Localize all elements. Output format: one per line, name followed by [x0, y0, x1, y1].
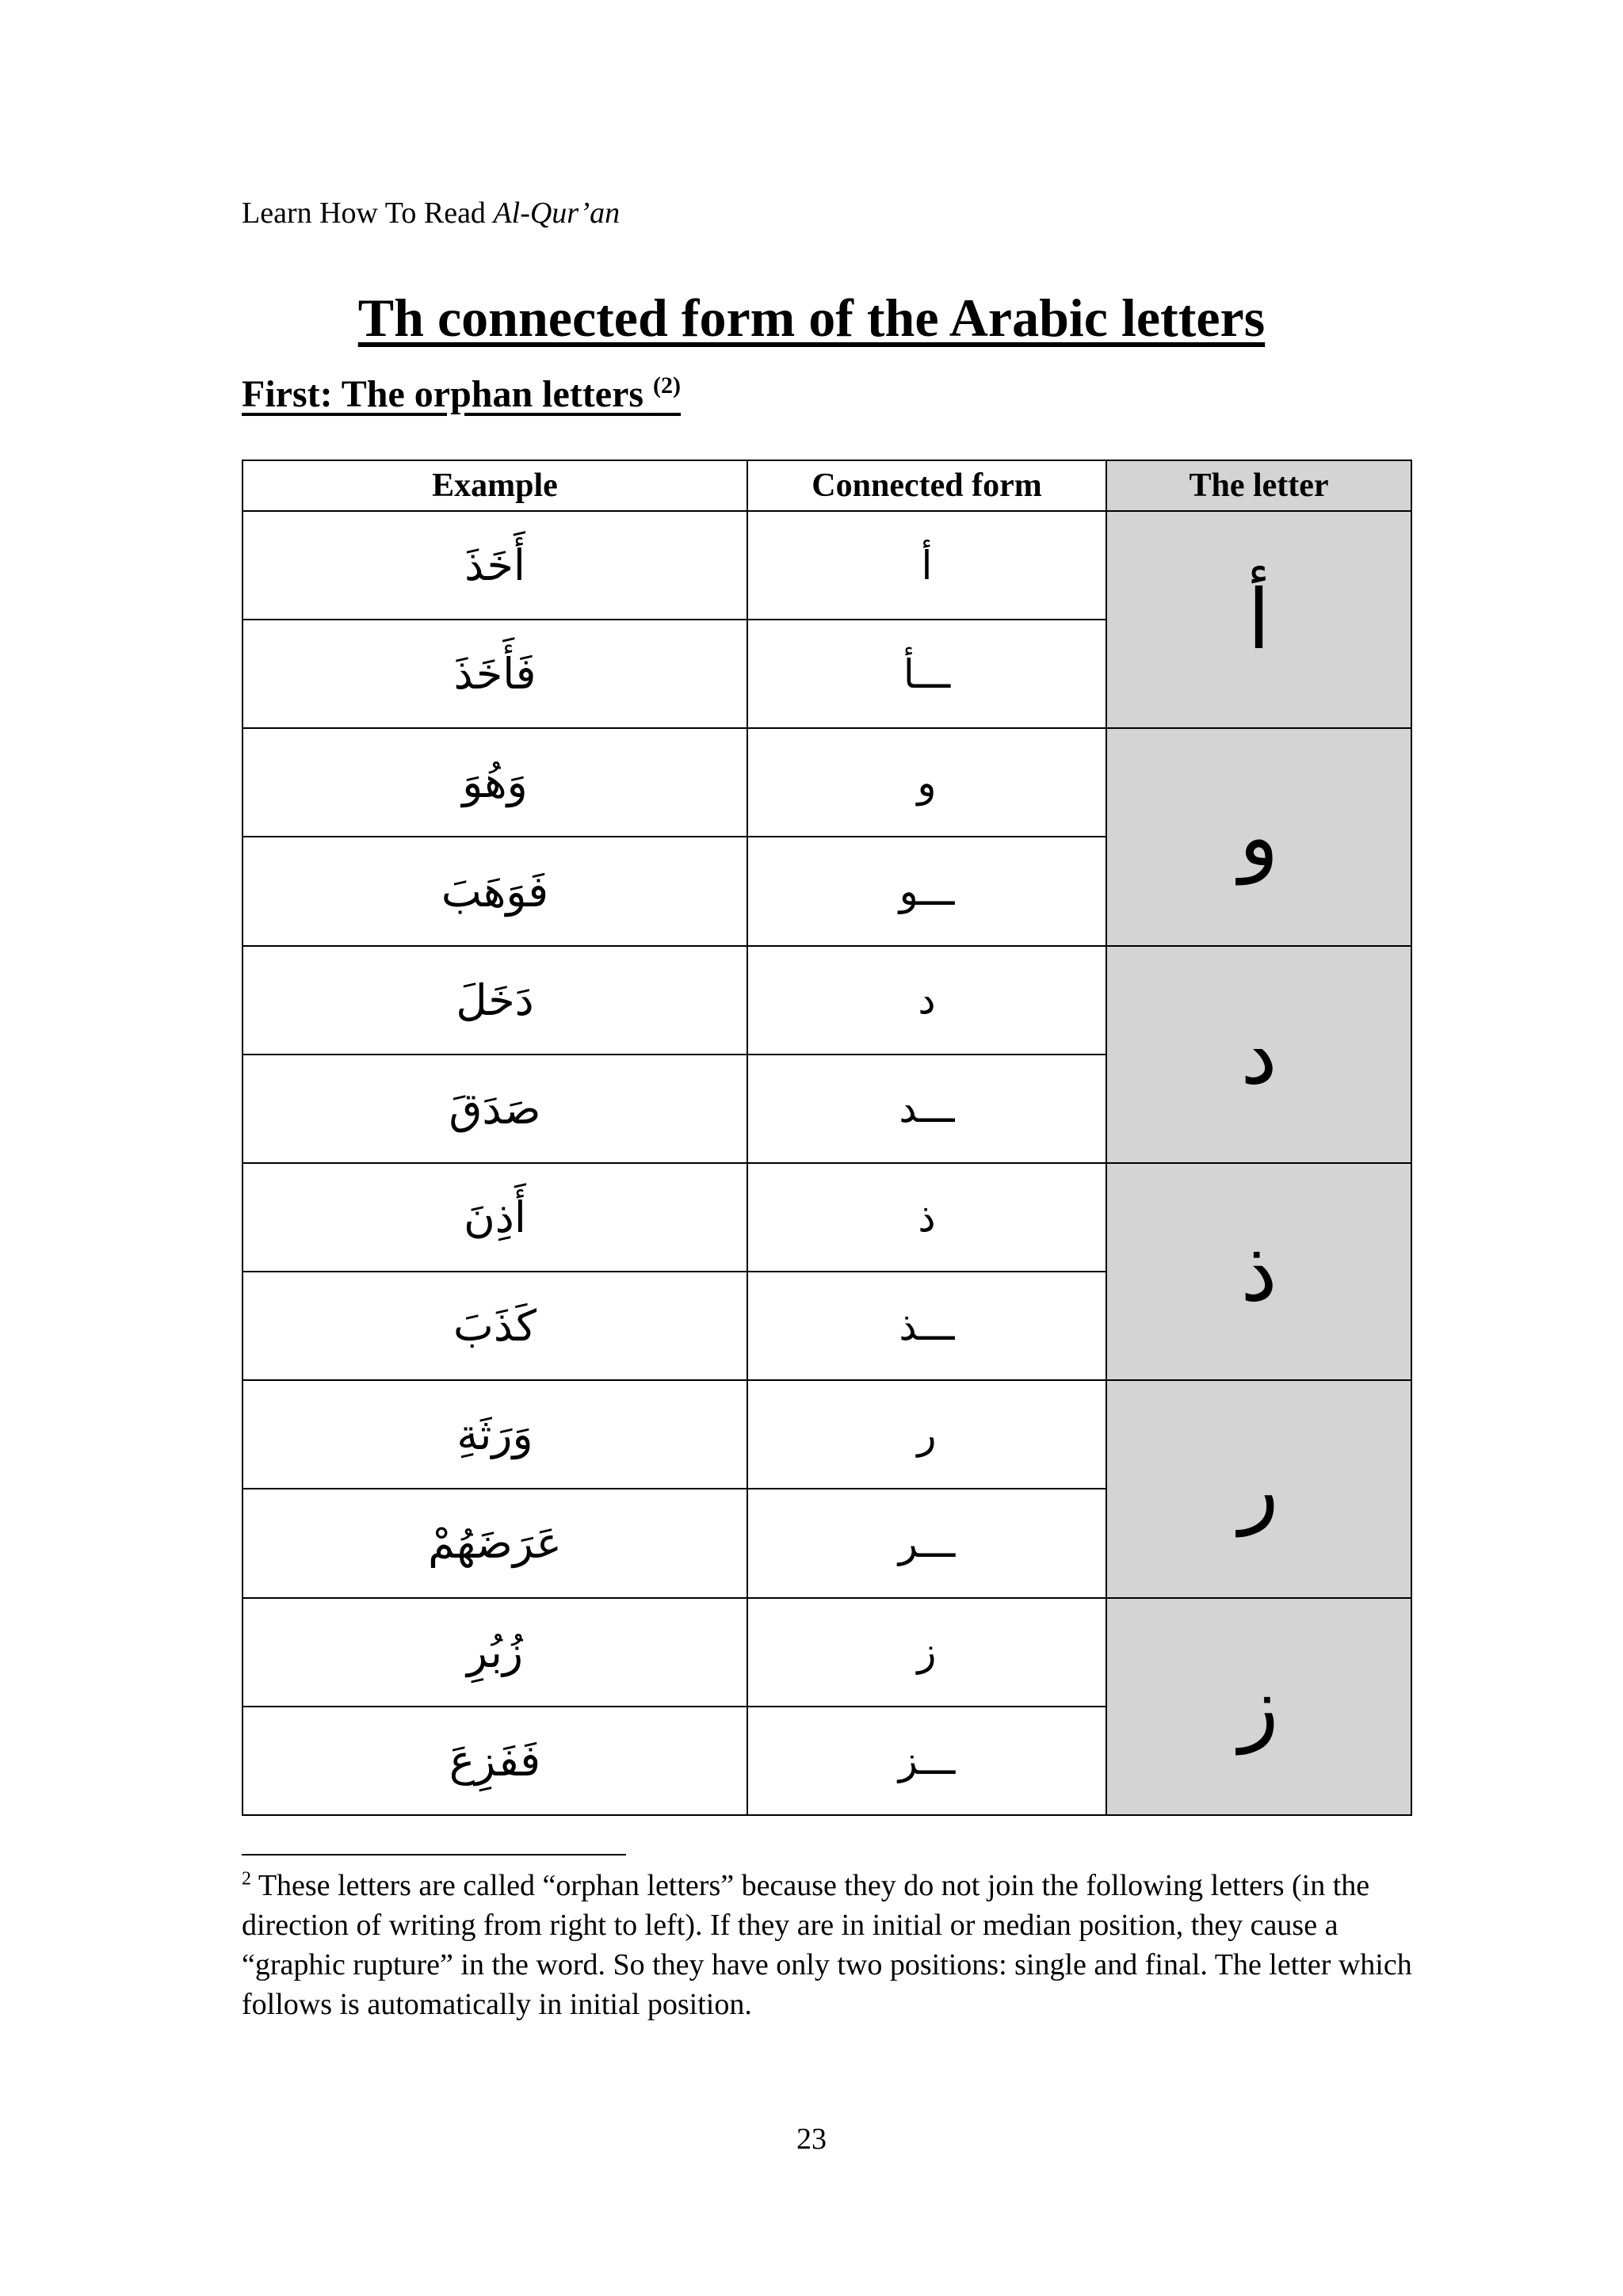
example-word: كَذَبَ — [242, 1272, 747, 1380]
table-row — [242, 511, 1411, 620]
connected-form: ـــأ — [747, 620, 1106, 728]
header-italic: Al-Qur’an — [493, 196, 621, 230]
connected-form: ذ — [747, 1163, 1106, 1272]
header-example: Example — [242, 460, 747, 511]
example-word: عَرَضَهُمْ — [242, 1489, 747, 1597]
example-word: أَخَذَ — [242, 511, 747, 620]
example-word: فَوَهَبَ — [242, 837, 747, 945]
example-word: فَفَزِعَ — [242, 1707, 747, 1815]
page-title: Th connected form of the Arabic letters — [357, 288, 1266, 348]
connected-form: ـــو — [747, 837, 1106, 945]
connected-form: ـــد — [747, 1055, 1106, 1163]
letters-table — [242, 460, 1412, 1816]
example-word: صَدَقَ — [242, 1055, 747, 1163]
connected-form: ـــر — [747, 1489, 1106, 1597]
section-title-text: First: The orphan letters — [242, 373, 654, 415]
arabic-letter: ز — [1106, 1598, 1411, 1815]
footnote-number: 2 — [242, 1868, 251, 1890]
running-header — [242, 196, 620, 231]
footnote-divider — [242, 1854, 626, 1855]
arabic-letter: أ — [1106, 511, 1411, 728]
table-row — [242, 1598, 1411, 1707]
arabic-letter: ذ — [1106, 1163, 1411, 1380]
connected-form: أ — [747, 511, 1106, 620]
header-text: Learn How To Read — [242, 196, 494, 230]
connected-form: د — [747, 946, 1106, 1055]
footnote-ref[interactable]: (2) — [653, 372, 682, 399]
table-row — [242, 1380, 1411, 1489]
example-word: فَأَخَذَ — [242, 620, 747, 728]
connected-form: و — [747, 728, 1106, 837]
connected-form: ـــز — [747, 1707, 1106, 1815]
example-word: زُبُرِ — [242, 1598, 747, 1707]
connected-form: ز — [747, 1598, 1106, 1707]
arabic-letter: و — [1106, 728, 1411, 945]
table-row — [242, 728, 1411, 837]
arabic-letter: ر — [1106, 1380, 1411, 1597]
page-number: 23 — [796, 2122, 827, 2156]
table-row — [242, 1163, 1411, 1272]
header-connected-form: Connected form — [747, 460, 1106, 511]
section-title — [242, 372, 681, 416]
table-row — [242, 946, 1411, 1055]
connected-form: ر — [747, 1380, 1106, 1489]
footnote — [242, 1866, 1415, 2024]
example-word: أَذِنَ — [242, 1163, 747, 1272]
arabic-letter: د — [1106, 946, 1411, 1163]
connected-form: ـــذ — [747, 1272, 1106, 1380]
footnote-text: These letters are called “orphan letters” because they do not join the following letters (in the direction of writing from right to left). If they are in initial or median position, they cause a “graphic rupture” in the word. So they have only two positions: single and final. The letter which follows is automatically in initial position. — [242, 1869, 1412, 2021]
example-word: دَخَلَ — [242, 946, 747, 1055]
table-header-row — [242, 460, 1411, 511]
example-word: وَهُوَ — [242, 728, 747, 837]
example-word: وَرَثَةِ — [242, 1380, 747, 1489]
header-the-letter: The letter — [1106, 460, 1411, 511]
